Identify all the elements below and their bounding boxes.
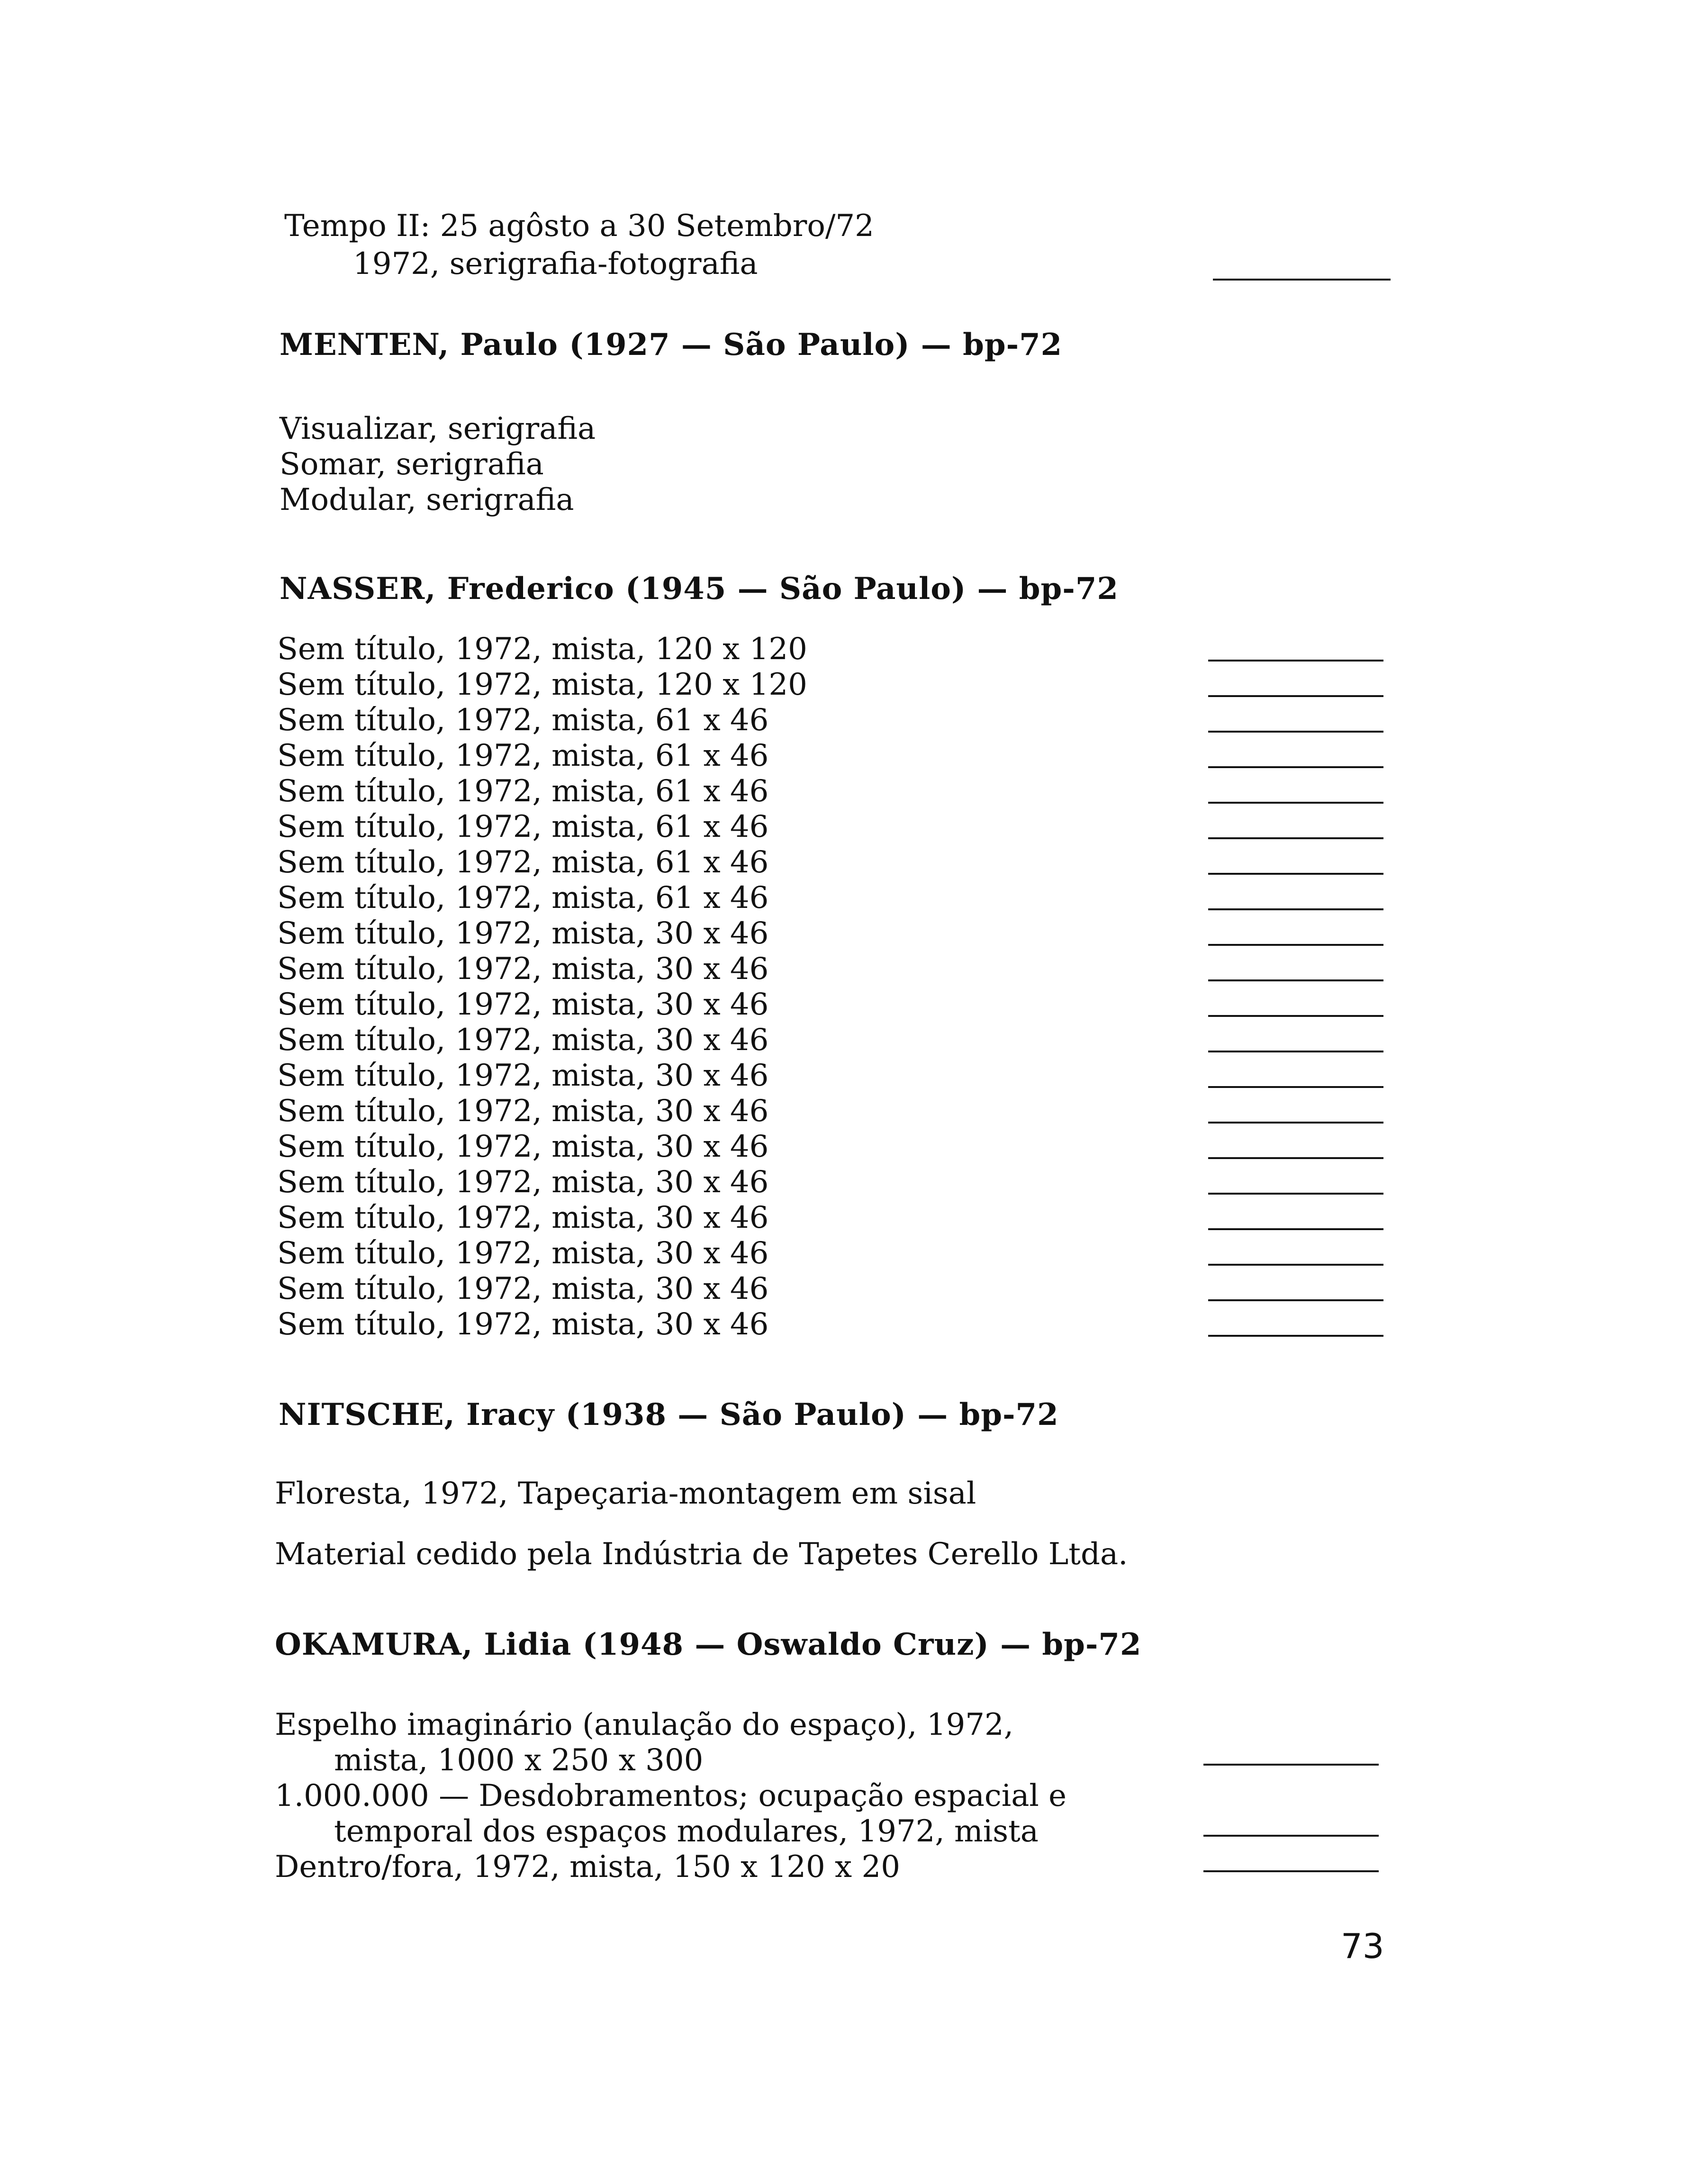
- artist-heading-nitsche: NITSCHE, Iracy (1938 — São Paulo) — bp-72: [279, 1397, 1059, 1432]
- material-note: Material cedido pela Indústria de Tapetes Cerello Ltda.: [275, 1537, 1128, 1572]
- work-item-continued: temporal dos espaços modulares, 1972, mista: [334, 1814, 1039, 1849]
- price-rule: [1208, 944, 1383, 946]
- work-item: Sem título, 1972, mista, 30 x 46: [277, 916, 769, 951]
- tempo-title: Tempo II: 25 agôsto a 30 Setembro/72: [284, 208, 874, 244]
- work-item: Floresta, 1972, Tapeçaria-montagem em sisal: [275, 1476, 976, 1511]
- work-item: Sem título, 1972, mista, 30 x 46: [277, 1200, 769, 1235]
- price-rule: [1208, 660, 1383, 662]
- work-item: Sem título, 1972, mista, 30 x 46: [277, 1058, 769, 1093]
- work-item: Sem título, 1972, mista, 61 x 46: [277, 845, 769, 880]
- work-item: Modular, serigrafia: [280, 482, 574, 517]
- price-rule: [1208, 695, 1383, 697]
- work-item: Sem título, 1972, mista, 120 x 120: [277, 632, 807, 667]
- price-rule: [1203, 1835, 1379, 1837]
- price-rule: [1208, 979, 1383, 981]
- tempo-technique: 1972, serigrafia-fotografia: [353, 246, 758, 281]
- artist-heading-menten: MENTEN, Paulo (1927 — São Paulo) — bp-72: [280, 327, 1063, 362]
- work-item: Sem título, 1972, mista, 61 x 46: [277, 738, 769, 773]
- price-rule: [1208, 731, 1383, 733]
- price-rule: [1208, 766, 1383, 768]
- price-rule: [1208, 802, 1383, 804]
- price-rule: [1208, 908, 1383, 910]
- price-rule: [1208, 873, 1383, 875]
- work-item: Sem título, 1972, mista, 30 x 46: [277, 1307, 769, 1342]
- work-item: Sem título, 1972, mista, 120 x 120: [277, 667, 807, 702]
- price-rule: [1203, 1764, 1379, 1766]
- price-rule: [1208, 837, 1383, 839]
- price-rule: [1208, 1193, 1383, 1195]
- work-item: 1.000.000 — Desdobramentos; ocupação espacial e: [275, 1778, 1067, 1813]
- work-item: Visualizar, serigrafia: [280, 411, 596, 446]
- price-rule: [1213, 279, 1391, 281]
- work-item: Sem título, 1972, mista, 30 x 46: [277, 987, 769, 1022]
- price-rule: [1208, 1228, 1383, 1230]
- work-item: Sem título, 1972, mista, 30 x 46: [277, 1165, 769, 1200]
- work-item: Sem título, 1972, mista, 30 x 46: [277, 1094, 769, 1129]
- price-rule: [1208, 1157, 1383, 1159]
- price-rule: [1208, 1264, 1383, 1266]
- price-rule: [1208, 1122, 1383, 1124]
- artist-heading-okamura: OKAMURA, Lidia (1948 — Oswaldo Cruz) — bp-72: [275, 1627, 1142, 1662]
- price-rule: [1208, 1015, 1383, 1017]
- work-item: Sem título, 1972, mista, 61 x 46: [277, 809, 769, 844]
- page-number: 73: [1341, 1926, 1384, 1966]
- work-item: Espelho imaginário (anulação do espaço), 1972,: [275, 1707, 1014, 1742]
- work-item: Sem título, 1972, mista, 61 x 46: [277, 774, 769, 809]
- work-item: Sem título, 1972, mista, 30 x 46: [277, 1023, 769, 1058]
- price-rule: [1208, 1335, 1383, 1337]
- artist-heading-nasser: NASSER, Frederico (1945 — São Paulo) — bp-72: [280, 571, 1119, 607]
- price-rule: [1208, 1086, 1383, 1088]
- work-item: Sem título, 1972, mista, 30 x 46: [277, 1271, 769, 1306]
- work-item: Sem título, 1972, mista, 61 x 46: [277, 880, 769, 915]
- work-item: Somar, serigrafia: [280, 447, 544, 482]
- price-rule: [1208, 1299, 1383, 1301]
- price-rule: [1208, 1051, 1383, 1052]
- work-item: Sem título, 1972, mista, 61 x 46: [277, 703, 769, 738]
- work-item: Sem título, 1972, mista, 30 x 46: [277, 1236, 769, 1271]
- work-item-continued: mista, 1000 x 250 x 300: [334, 1743, 704, 1778]
- work-item: Sem título, 1972, mista, 30 x 46: [277, 952, 769, 987]
- price-rule: [1203, 1870, 1379, 1872]
- work-item: Sem título, 1972, mista, 30 x 46: [277, 1129, 769, 1164]
- work-item: Dentro/fora, 1972, mista, 150 x 120 x 20: [275, 1849, 900, 1885]
